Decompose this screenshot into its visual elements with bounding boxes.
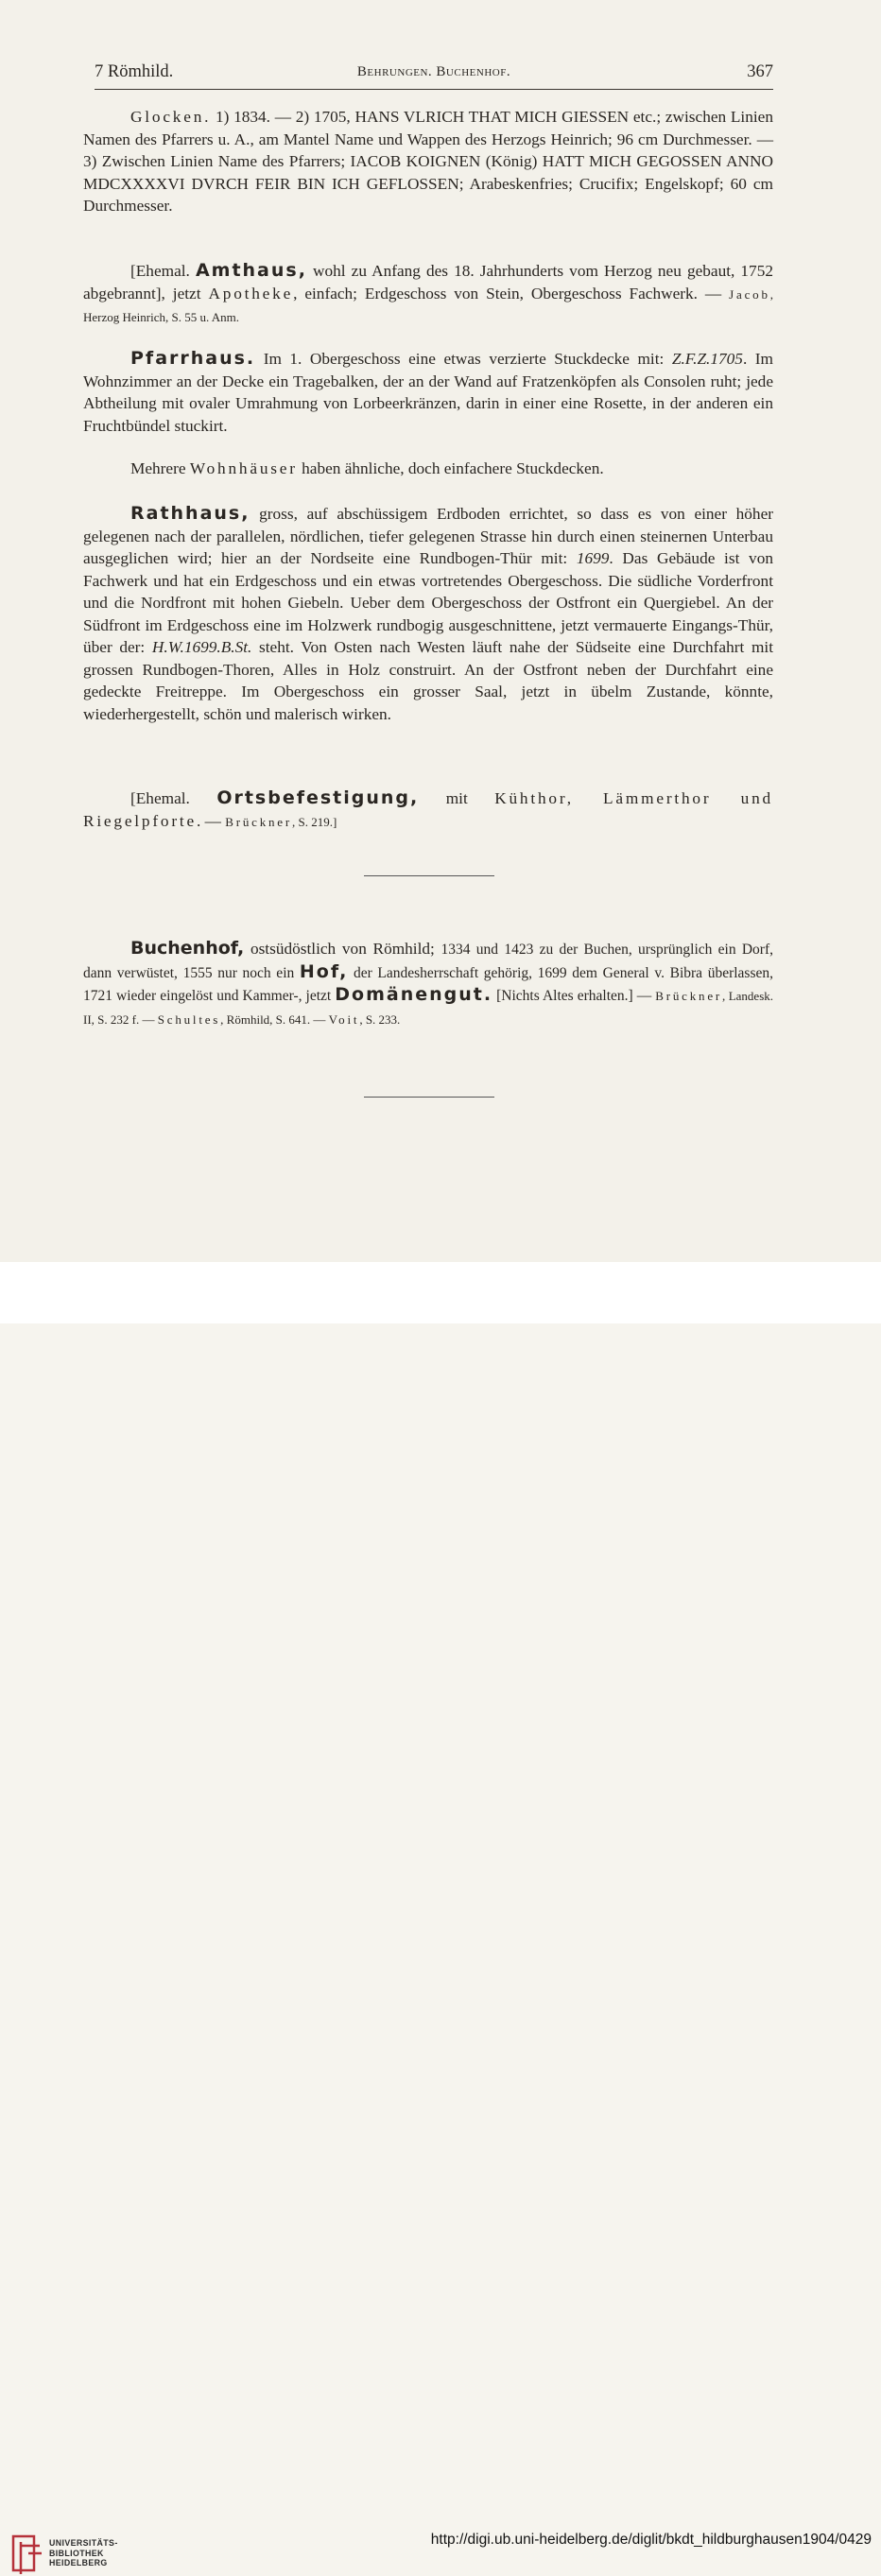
buchenhof-domaene: Domänengut.: [335, 984, 493, 1005]
pfarrhaus-text-1: Im 1. Obergeschoss eine etwas verzierte Stuckdecke mit:: [255, 350, 672, 368]
pfarrhaus-inscription: Z.F.Z.1705: [671, 350, 743, 368]
header-left: 7 Römhild.: [95, 62, 174, 81]
rathhaus-text-2: . Das Gebäude ist von Fachwerk und hat ein Erdgeschoss und ein etwas vortretendes Obergeschoss. Die südliche Vorderfront und die Nordfront mit hohen Giebeln. Ueber dem Obergeschoss der Ostfront ein Quergiebel. An der Südfront im Erdgeschoss eine im Holzwerk rundbogig ausgeschnittene, jetzt vermauerte Eingangs-Thür, über der:: [83, 549, 773, 656]
buchenhof-history-1: 1334 und 1423 zu der Buchen, ursprünglich ein Dorf, dann verwüstet, 1555 nur noch ein: [83, 942, 773, 981]
amthaus-ref-author: Jacob: [729, 286, 770, 302]
wohnhaeuser-spaced: Wohnhäuser: [189, 459, 298, 477]
permalink-url[interactable]: http://digi.ub.uni-heidelberg.de/diglit/bkdt_hildburghausen1904/0429: [430, 2532, 872, 2548]
buchenhof-ref1-author: Brückner: [655, 989, 723, 1003]
amthaus-ref: , Herzog Heinrich, S. 55 u. Anm.: [83, 286, 773, 324]
orts-gates: Kühthor, Lämmerthor und Riegelpforte: [83, 789, 773, 830]
heading-rathhaus: Rathhaus,: [130, 503, 250, 524]
paragraph-pfarrhaus: [83, 348, 773, 437]
amthaus-apotheke: Apotheke: [208, 284, 294, 303]
heading-amthaus: Amthaus,: [195, 260, 307, 281]
wohnhaeuser-text: haben ähnliche, doch einfachere Stuckdecken.: [297, 459, 604, 477]
buchenhof-ref2-author: Schultes: [157, 1011, 221, 1027]
running-header: [95, 62, 773, 89]
rathhaus-text-3: steht. Von Osten nach Westen läuft nahe der Südseite eine Durchfahrt mit grossen Rundbogen-Thoren, Alles in Holz construirt. An der Ostfront neben der Durchfahrt eine gedeckte Freitreppe. Im Obergeschoss ein grosser Saal, jetzt in übelm Zustande, könnte, wiederhergestellt, schön und malerisch wirken.: [83, 638, 773, 723]
buchenhof-ref2: , Römhild, S. 641. —: [220, 1011, 329, 1027]
buchenhof-ref1: , Landesk. II, S. 232 f. —: [83, 989, 774, 1027]
paragraph-wohnhaeuser: [83, 458, 773, 480]
heading-pfarrhaus: Pfarrhaus.: [130, 348, 256, 369]
buchenhof-text-2: [Nichts Altes erhalten.] —: [492, 988, 656, 1004]
heading-ortsbefestigung: Ortsbefestigung,: [216, 787, 420, 808]
section-divider: [364, 875, 494, 876]
amthaus-text-2: , einfach; Erdgeschoss von Stein, Obergeschoss Fachwerk. —: [293, 284, 730, 303]
wohnhaeuser-pre: Mehrere: [130, 459, 190, 477]
amthaus-text-1: wohl zu Anfang des 18. Jahrhunderts vom Herzog neu gebaut, 1752 abgebrannt], jetzt: [83, 262, 773, 303]
logo-line-3: HEIDELBERG: [49, 2558, 108, 2567]
header-center: Behrungen. Buchenhof.: [356, 64, 511, 79]
page-number: 367: [747, 62, 773, 81]
paragraph-ortsbefestigung: [83, 787, 773, 833]
rathhaus-text-1: gross, auf abschüssigem Erdboden errichtet, so dass es von einer höher gelegenen nach der parallelen, nördlichen, tiefer gelegenen Strasse hin durch einen steinernen Unterbau ausgeglichen wird; hier an der Nordseite eine Rundbogen-Thür mit:: [83, 505, 773, 567]
orts-ref: , S. 219.]: [292, 814, 337, 829]
pfarrhaus-text-2: . Im Wohnzimmer an der Decke ein Tragebalken, der an der Wand auf Fratzenköpfen als Consolen ruht; jede Abtheilung mit ovaler Umrahmung von Lorbeerkränzen, darin in einer eine Rosette, in der anderen ein Fruchtbündel stuckirt.: [83, 350, 773, 435]
document-page: [0, 0, 881, 1262]
buchenhof-history-2: der Landesherrschaft gehörig, 1699 dem General v. Bibra überlassen, 1721 wieder eingelöst und Kammer-, jetzt: [83, 964, 773, 1004]
orts-ref-author: Brückner: [225, 814, 293, 829]
amthaus-pre: [Ehemal.: [130, 262, 196, 280]
glocken-text: 1) 1834. — 2) 1705, HANS VLRICH THAT MICH GIESSEN etc.; zwischen Linien Namen des Pfarrers u. A., am Mantel Name und Wappen des Herzogs Heinrich; 96 cm Durchmesser. — 3) Zwischen Linien Name des Pfarrers; IACOB KOIGNEN (König) HATT MICH GEGOSSEN ANNO MDCXXXXVI DVRCH FEIR BIN ICH GEFLOSSEN; Arabeskenfries; Crucifix; Engelskopf; 60 cm Durchmesser.: [83, 108, 773, 215]
rathhaus-inscription: H.W.1699.B.St.: [151, 638, 252, 656]
paragraph-glocken: [83, 106, 773, 217]
library-logo-icon: [11, 2533, 43, 2576]
heading-buchenhof: Buchenhof,: [130, 938, 245, 959]
end-divider: [364, 1097, 494, 1098]
rathhaus-year: 1699: [576, 549, 610, 567]
buchenhof-text-1: ostsüdöstlich von Römhild;: [244, 940, 441, 958]
orts-pre: [Ehemal.: [130, 789, 217, 807]
paragraph-rathhaus: [83, 503, 773, 725]
paragraph-buchenhof: [83, 938, 773, 1030]
buchenhof-hof: Hof,: [299, 960, 349, 982]
paragraph-amthaus: [83, 260, 773, 329]
glocken-label: Glocken.: [130, 108, 212, 126]
orts-text-1: mit: [419, 789, 495, 807]
buchenhof-ref3-author: Voit: [328, 1011, 360, 1027]
library-logo-text: [49, 2538, 118, 2568]
header-rule: [95, 89, 773, 90]
logo-line-2: BIBLIOTHEK: [49, 2548, 104, 2558]
viewer-footer: [0, 1262, 881, 2567]
orts-text-2: . —: [196, 811, 226, 830]
buchenhof-ref3: , S. 233.: [359, 1011, 401, 1027]
logo-line-1: UNIVERSITÄTS-: [49, 2538, 118, 2548]
